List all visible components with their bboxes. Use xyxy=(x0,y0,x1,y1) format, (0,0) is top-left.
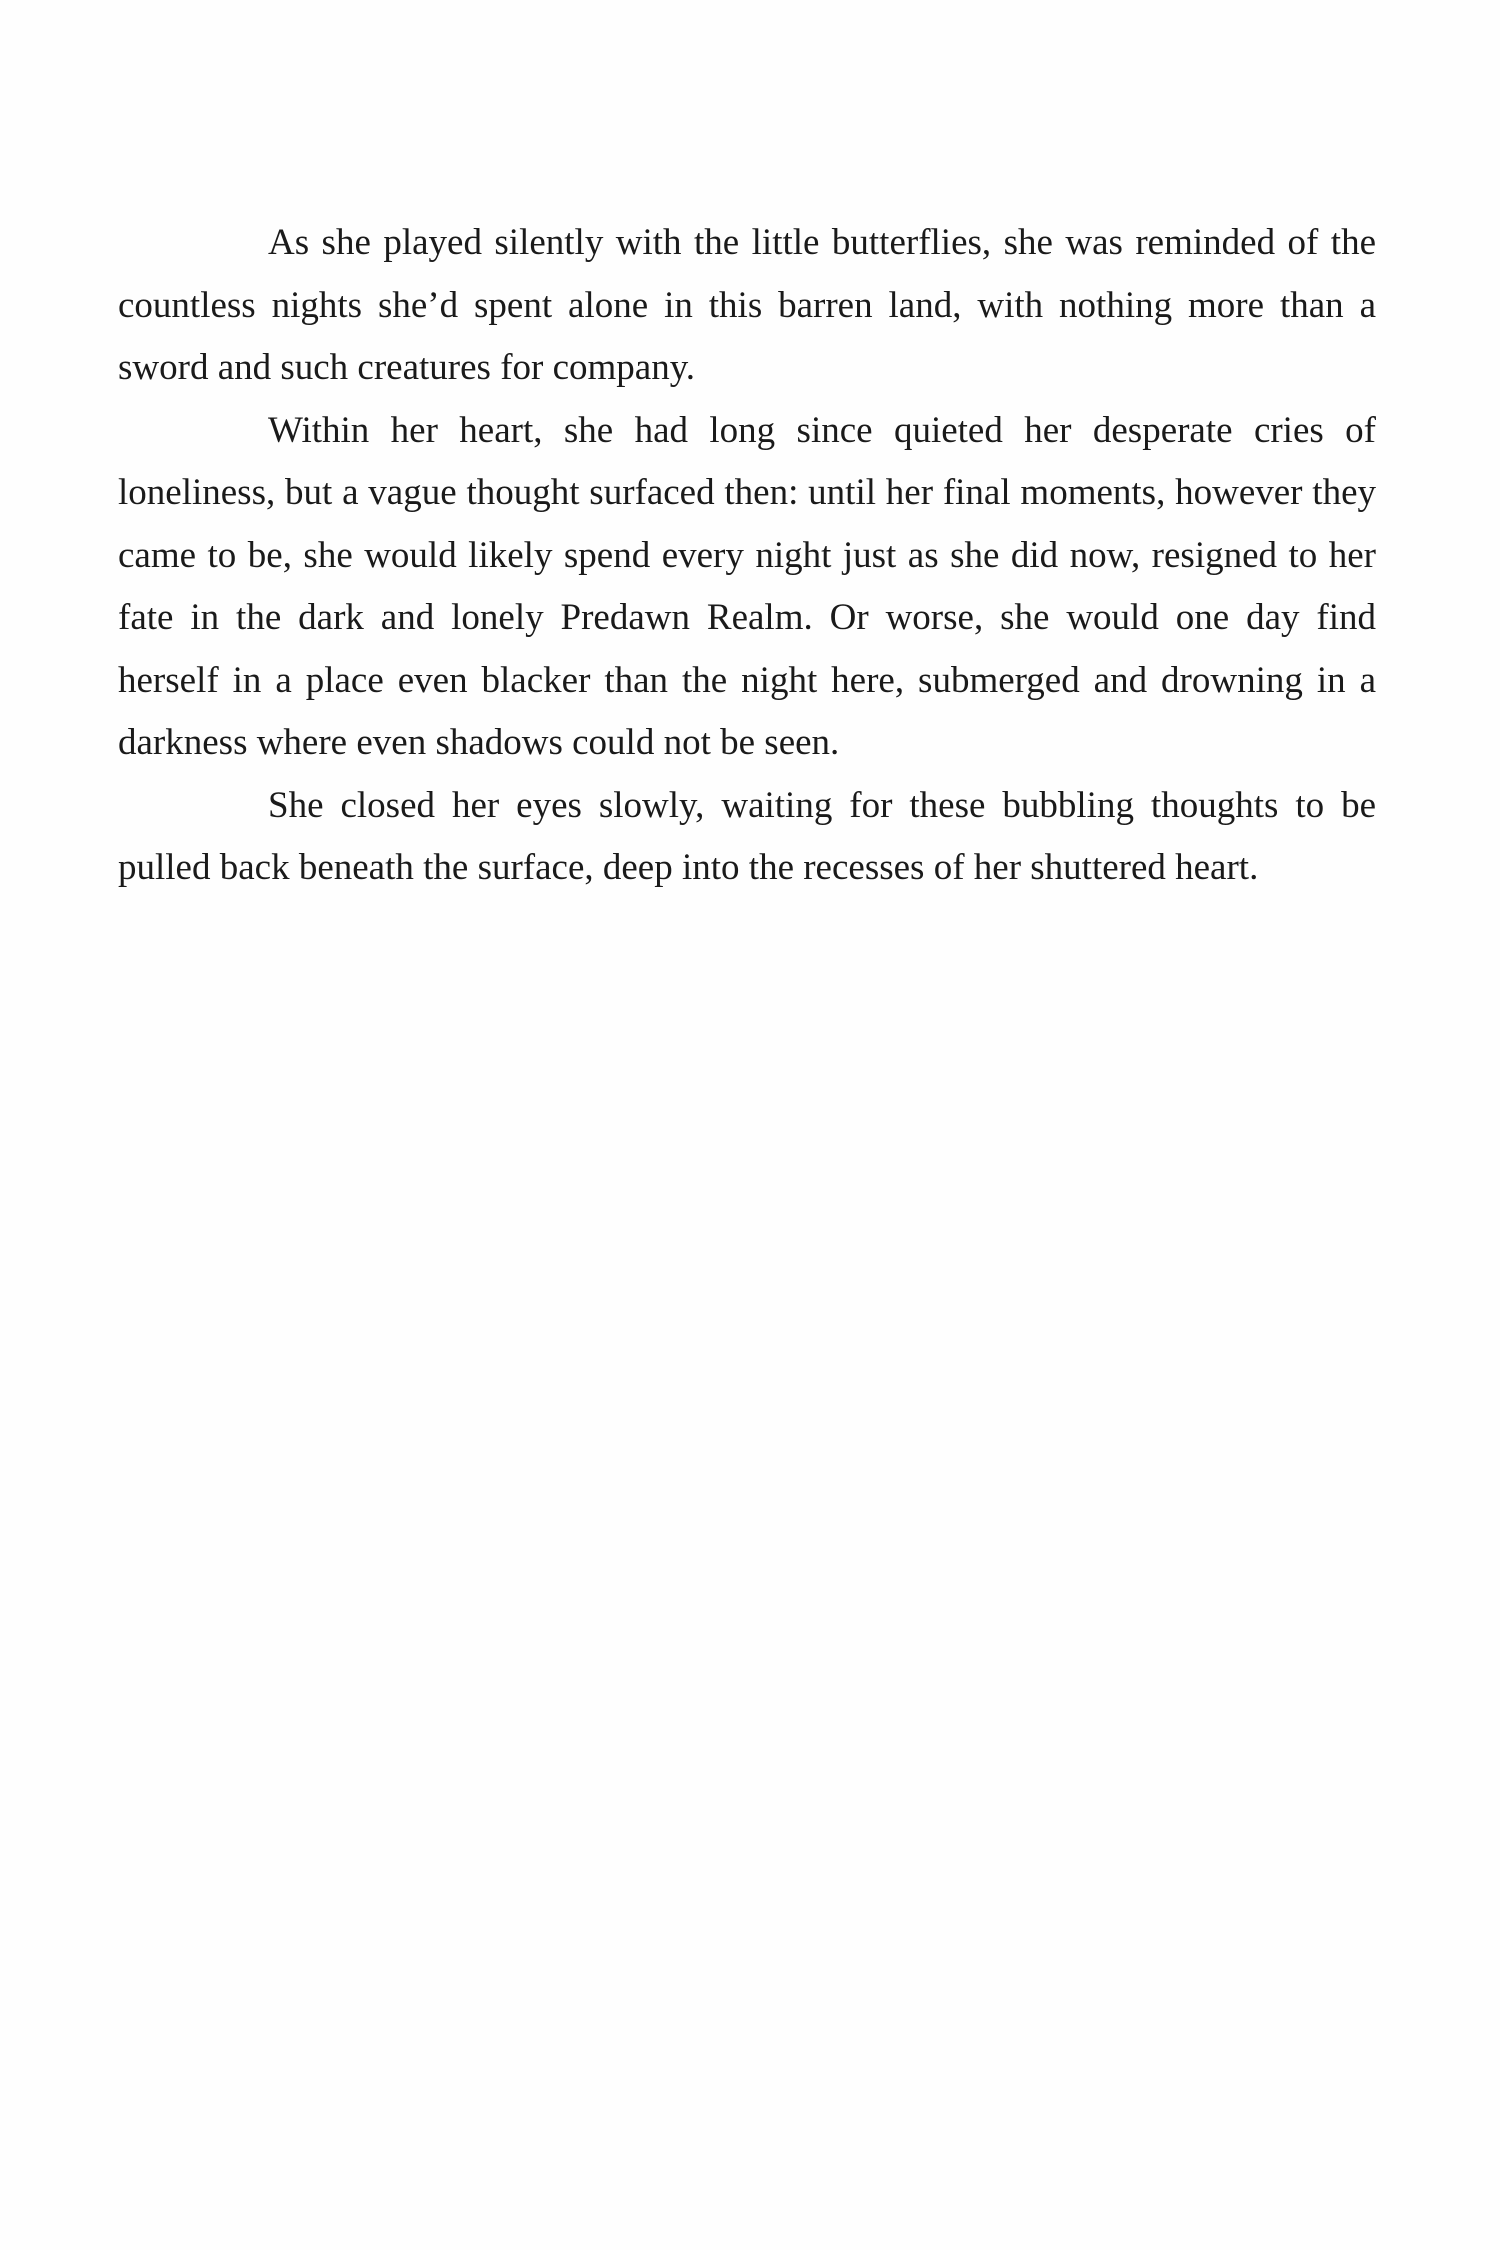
body-text xyxy=(118,212,1376,900)
paragraph-2: Within her heart, she had long since quieted her desperate cries of loneliness, but a vague thought surfaced then: until her final moments, however they came to be, she would likely spend every night just as she did now, resigned to her fate in the dark and lonely Predawn Realm. Or worse, she would one day find herself in a place even blacker than the night here, submerged and drowning in a darkness where even shadows could not be seen. xyxy=(118,409,1376,763)
paragraph-1: As she played silently with the little butterflies, she was reminded of the countless nights she’d spent alone in this barren land, with nothing more than a sword and such creatures for company. xyxy=(118,222,1376,388)
paragraph-3: She closed her eyes slowly, waiting for these bubbling thoughts to be pulled back beneath the surface, deep into the recesses of her shuttered heart. xyxy=(118,784,1376,888)
